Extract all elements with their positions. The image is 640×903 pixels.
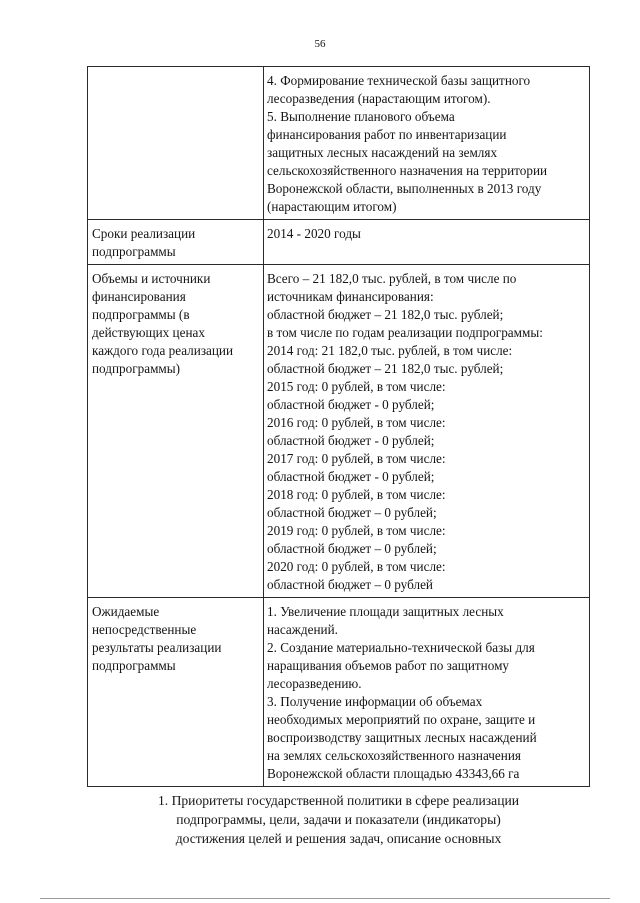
row-label-line: подпрограммы: [92, 244, 176, 259]
row-value-cell: [264, 67, 590, 220]
section-heading-line: подпрограммы, цели, задачи и показатели (индикаторы): [176, 812, 501, 827]
row-value-line: областной бюджет – 21 182,0 тыс. рублей;: [267, 307, 504, 322]
row-label-line: подпрограммы): [92, 361, 181, 376]
row-value-line: 4. Формирование технической базы защитного: [267, 73, 531, 88]
page-number: 56: [314, 38, 326, 50]
row-value-line: 2020 год: 0 рублей, в том числе:: [267, 559, 446, 574]
row-value-line: источникам финансирования:: [267, 289, 434, 304]
section-heading-line: достижения целей и решения задач, описание основных: [175, 831, 502, 846]
row-value-line: финансирования работ по инвентаризации: [267, 127, 507, 142]
row-value-line: Воронежской области, выполненных в 2013 году: [267, 181, 542, 196]
row-value-line: сельскохозяйственного назначения на территории: [267, 163, 548, 178]
table-body: [88, 67, 590, 787]
row-value-line: областной бюджет – 0 рублей;: [267, 505, 437, 520]
row-label-line: Ожидаемые: [92, 604, 160, 619]
row-value-line: 2019 год: 0 рублей, в том числе:: [267, 523, 446, 538]
row-value-line: 3. Получение информации об объемах: [267, 694, 483, 709]
row-value-line: областной бюджет - 0 рублей;: [267, 469, 435, 484]
row-value-line: в том числе по годам реализации подпрограммы:: [267, 325, 543, 340]
row-value-line: необходимых мероприятий по охране, защите и: [267, 712, 536, 727]
row-label-line: Объемы и источники: [92, 271, 211, 286]
row-value-line: лесоразведения (нарастающим итогом).: [267, 91, 491, 106]
row-value-line: областной бюджет - 0 рублей;: [267, 433, 435, 448]
row-value-line: насаждений.: [267, 622, 338, 637]
table-row: [88, 598, 590, 787]
row-value-cell: [264, 598, 590, 787]
table-row: [88, 67, 590, 220]
row-label-line: финансирования: [92, 289, 186, 304]
row-value-line: 5. Выполнение планового объема: [267, 109, 455, 124]
section-heading: [87, 791, 590, 848]
table-row: [88, 265, 590, 598]
row-value-line: областной бюджет - 0 рублей;: [267, 397, 435, 412]
row-label-line: Сроки реализации: [92, 226, 196, 241]
row-value-line: защитных лесных насаждений на землях: [267, 145, 498, 160]
row-value-line: 2015 год: 0 рублей, в том числе:: [267, 379, 446, 394]
row-value-line: областной бюджет – 0 рублей: [267, 577, 433, 592]
row-label-line: подпрограммы (в: [92, 307, 190, 322]
row-value-line: воспроизводству защитных лесных насаждений: [267, 730, 537, 745]
row-value-line: 2017 год: 0 рублей, в том числе:: [267, 451, 446, 466]
row-label-cell: [88, 598, 264, 787]
row-label-line: результаты реализации: [92, 640, 222, 655]
row-value-line: 2014 год: 21 182,0 тыс. рублей, в том числе:: [267, 343, 513, 358]
row-label-cell: [88, 67, 264, 220]
row-value-line: областной бюджет – 0 рублей;: [267, 541, 437, 556]
row-value-line: 2. Создание материально-технической базы для: [267, 640, 535, 655]
row-value-cell: [264, 265, 590, 598]
row-value-line: Воронежской области площадью 43343,66 га: [267, 766, 520, 781]
row-label-line: каждого года реализации: [92, 343, 234, 358]
row-value-line: 2016 год: 0 рублей, в том числе:: [267, 415, 446, 430]
row-value-cell: [264, 220, 590, 265]
row-label-line: подпрограммы: [92, 658, 176, 673]
section-heading-line: 1. Приоритеты государственной политики в сфере реализации: [157, 793, 520, 808]
row-value-line: 2018 год: 0 рублей, в том числе:: [267, 487, 446, 502]
row-label-line: действующих ценах: [92, 325, 205, 340]
subprogram-passport-table: [87, 66, 590, 787]
row-value-line: Всего – 21 182,0 тыс. рублей, в том числе по: [267, 271, 517, 286]
row-value-line: (нарастающим итогом): [267, 199, 397, 214]
row-value-line: 1. Увеличение площади защитных лесных: [267, 604, 504, 619]
row-value-line: наращивания объемов работ по защитному: [267, 658, 510, 673]
row-value-line: 2014 - 2020 годы: [267, 226, 361, 241]
page-bottom-rule: [40, 898, 610, 899]
row-value-line: на землях сельскохозяйственного назначения: [267, 748, 521, 763]
row-label-line: непосредственные: [92, 622, 197, 637]
row-label-cell: [88, 265, 264, 598]
row-value-line: областной бюджет – 21 182,0 тыс. рублей;: [267, 361, 504, 376]
table-row: [88, 220, 590, 265]
row-label-cell: [88, 220, 264, 265]
row-value-line: лесоразведению.: [267, 676, 362, 691]
